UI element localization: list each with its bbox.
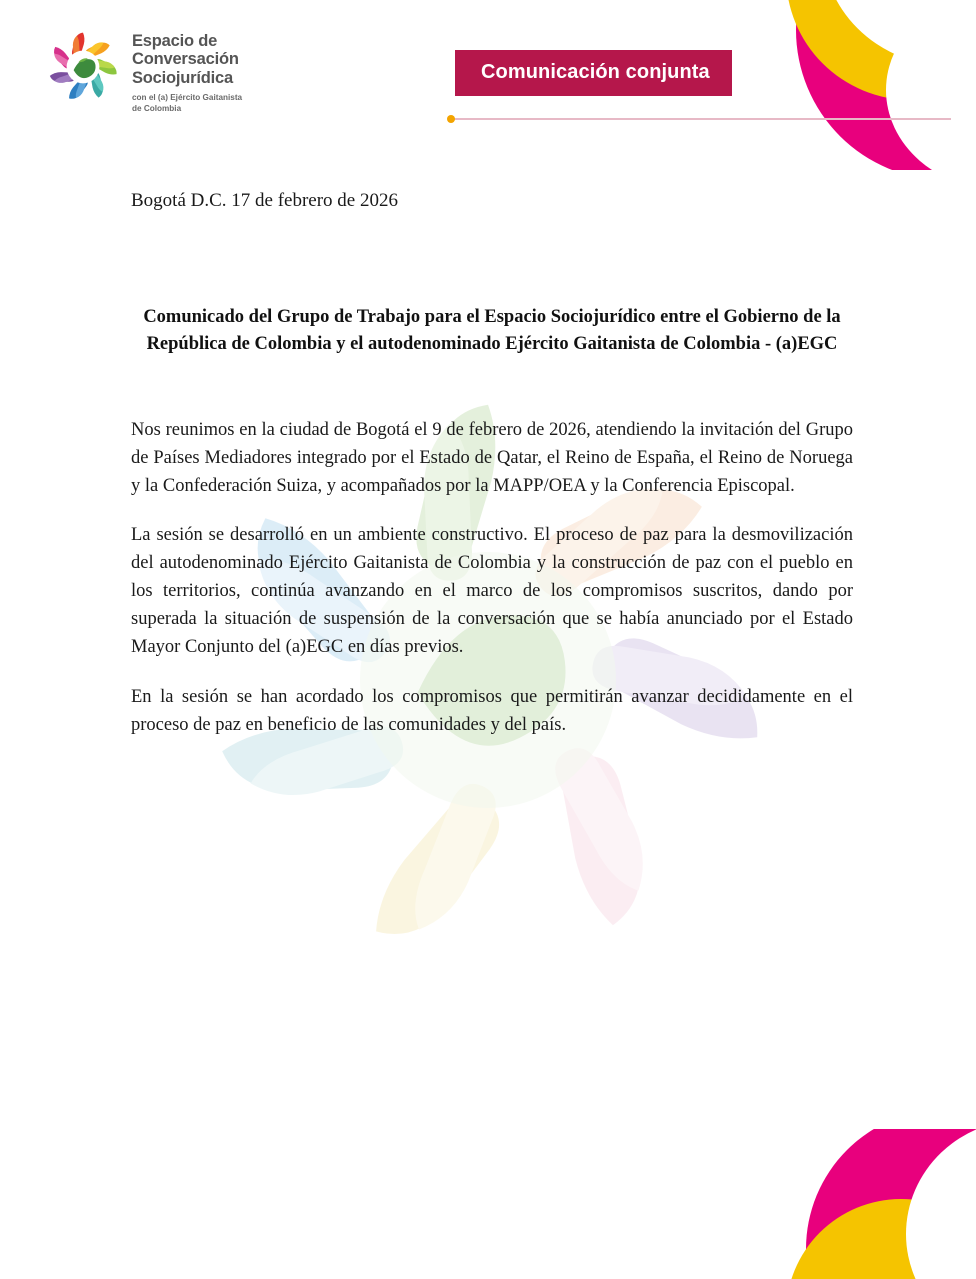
bottom-right-ribbon-decoration xyxy=(786,1129,976,1279)
logo-subtitle-line-2: de Colombia xyxy=(132,103,182,113)
document-header xyxy=(0,24,976,134)
logo-title-line-3: Sociojurídica xyxy=(132,68,234,87)
page-title: Comunicado del Grupo de Trabajo para el Espacio Sociojurídico entre el Gobierno de la República de Colombia y el autodenominado Ejército Gaitanista de Colombia - (a)EGC xyxy=(143,307,841,354)
hands-circle-logo-icon xyxy=(44,28,122,106)
ribbon-label: Comunicación conjunta xyxy=(455,50,732,96)
document-body xyxy=(131,190,853,739)
paragraph-1: Nos reunimos en la ciudad de Bogotá el 9 de febrero de 2026, atendiendo la invitación del Grupo de Países Mediadores integrado por el Estado de Qatar, el Reino de España, el Reino de Noruega y la Confederación Suiza, y acompañados por la MAPP/OEA y la Conferencia Episcopal. xyxy=(131,419,853,496)
ribbon-underline xyxy=(451,118,951,120)
logo-title-line-2: Conversación xyxy=(132,50,239,69)
dateline: Bogotá D.C. 17 de febrero de 2026 xyxy=(131,190,398,211)
logo-title-line-1: Espacio de xyxy=(132,32,218,50)
brand-logo xyxy=(44,28,242,114)
ribbon-banner xyxy=(455,50,732,96)
ribbon-dot-icon xyxy=(447,115,455,123)
brand-logo-text xyxy=(132,28,242,114)
paragraph-2: La sesión se desarrolló en un ambiente constructivo. El proceso de paz para la desmovilización del autodenominado Ejército Gaitanista de Colombia y la construcción de paz con el pueblo en los territorios, continúa avanzando en el marco de los compromisos suscritos, dando por superada la situación de suspensión de la conversación que se había anunciado por el Estado Mayor Conjunto del (a)EGC en días previos. xyxy=(131,524,853,658)
paragraph-3: En la sesión se han acordado los compromisos que permitirán avanzar decididamente en el proceso de paz en beneficio de las comunidades y del país. xyxy=(131,686,853,735)
logo-subtitle-line-1: con el (a) Ejército Gaitanista xyxy=(132,93,243,103)
